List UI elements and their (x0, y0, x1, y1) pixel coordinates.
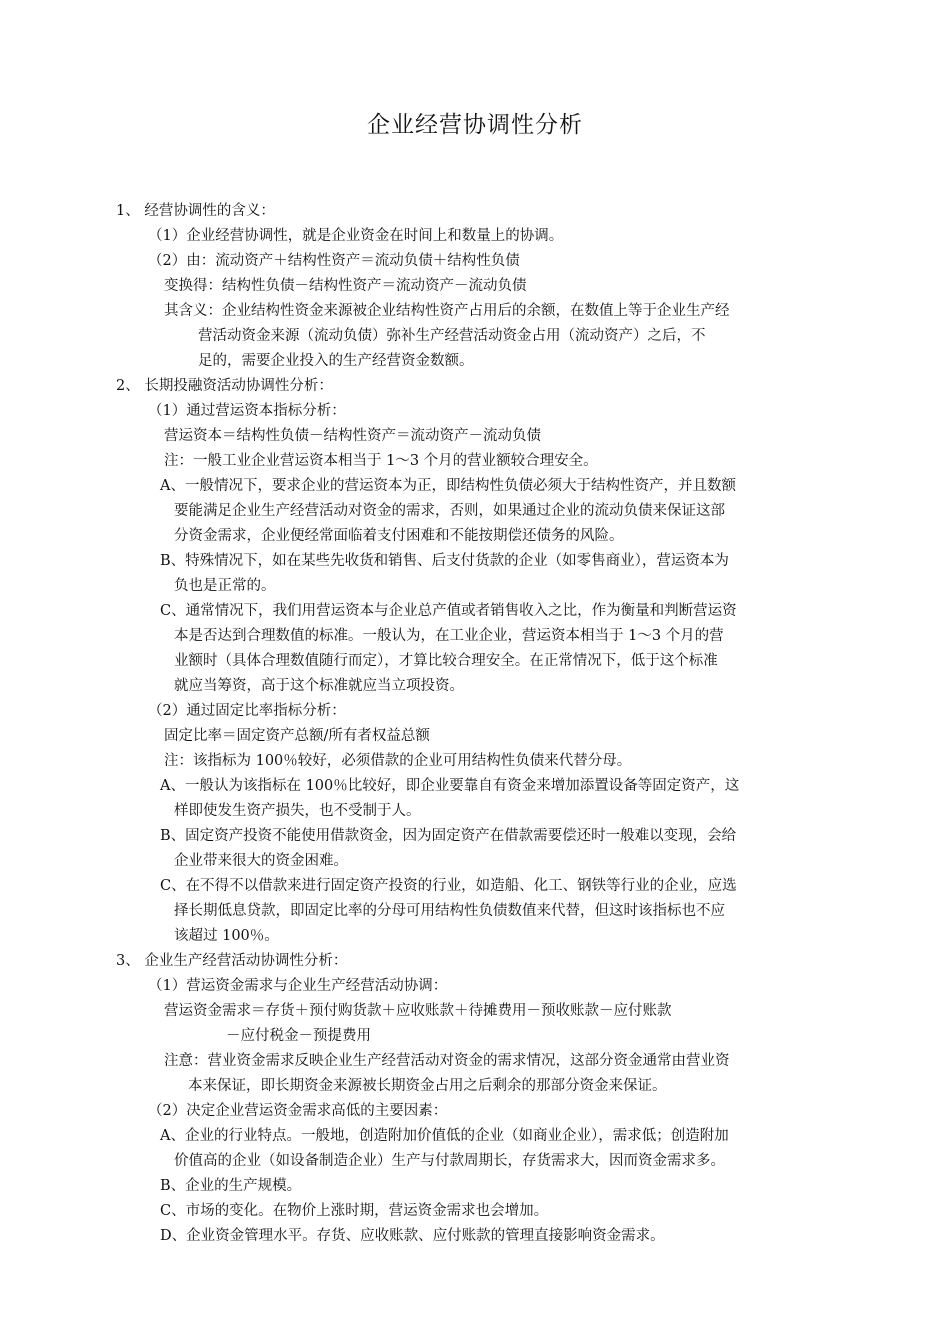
subsection-heading: （1）通过营运资本指标分析： (148, 403, 346, 419)
list-item-line: 本是否达到合理数值的标准。一般认为，在工业企业，营运资本相当于 1～3 个月的营 (174, 628, 724, 644)
list-item-line: C、通常情况下，我们用营运资本与企业总产值或者销售收入之比，作为衡量和判断营运资 (160, 603, 737, 619)
list-item-line: 分资金需求，企业便经常面临着支付困难和不能按期偿还债务的风险。 (174, 528, 624, 544)
list-item-line: 择长期低息贷款，即固定比率的分母可用结构性负债数值来代替，但这时该指标也不应 (174, 903, 725, 919)
subsection-heading: （2）决定企业营运资金需求高低的主要因素： (148, 1103, 448, 1119)
paragraph-line: （2）由：流动资产＋结构性资产＝流动负债＋结构性负债 (148, 253, 520, 269)
list-item-line: A、企业的行业特点。一般地，创造附加价值低的企业（如商业企业），需求低；创造附加 (160, 1128, 729, 1144)
list-item-line: 就应当筹资，高于这个标准就应当立项投资。 (174, 678, 464, 694)
subsection-heading: （2）通过固定比率指标分析： (148, 703, 346, 719)
list-item-line: B、特殊情况下，如在某些先收货和销售、后支付货款的企业（如零售商业），营运资本为 (160, 553, 729, 569)
document-title: 企业经营协调性分析 (367, 112, 583, 138)
formula-line: 营运资金需求＝存货＋预付购货款＋应收账款＋待摊费用－预收账款－应付账款 (164, 1003, 672, 1019)
list-item-line: 负也是正常的。 (174, 578, 276, 594)
section-heading-1: 1、 经营协调性的含义： (116, 203, 275, 219)
formula-line: 营运资本＝结构性负债－结构性资产＝流动资产－流动负债 (164, 428, 541, 444)
list-item-line: D、企业资金管理水平。存货、应收账款、应付账款的管理直接影响资金需求。 (160, 1228, 665, 1244)
list-item-line: 业额时（具体合理数值随行而定），才算比较合理安全。在正常情况下，低于这个标准 (174, 653, 718, 669)
paragraph-line: 营活动资金来源（流动负债）弥补生产经营活动资金占用（流动资产）之后，不 (198, 328, 706, 344)
formula-line: －应付税金－预提费用 (226, 1028, 371, 1044)
note-line: 注：一般工业企业营运资本相当于 1～3 个月的营业额较合理安全。 (164, 453, 598, 469)
list-item-line: B、固定资产投资不能使用借款资金，因为固定资产在借款需要偿还时一般难以变现，会给 (160, 828, 737, 844)
note-line: 本来保证，即长期资金来源被长期资金占用之后剩余的那部分资金来保证。 (188, 1078, 667, 1094)
paragraph-line: 其含义：企业结构性资金来源被企业结构性资产占用后的余额，在数值上等于企业生产经 (164, 303, 730, 319)
list-item-line: C、在不得不以借款来进行固定资产投资的行业，如造船、化工、钢铁等行业的企业，应选 (160, 878, 737, 894)
subsection-heading: （1）营运资金需求与企业生产经营活动协调： (148, 978, 448, 994)
list-item-line: A、一般情况下，要求企业的营运资本为正，即结构性负债必须大于结构性资产，并且数额 (160, 478, 736, 494)
section-heading-3: 3、 企业生产经营活动协调性分析： (116, 953, 348, 969)
formula-line: 固定比率＝固定资产总额/所有者权益总额 (164, 728, 430, 744)
list-item-line: 要能满足企业生产经营活动对资金的需求，否则，如果通过企业的流动负债来保证这部 (174, 503, 725, 519)
list-item-line: 企业带来很大的资金困难。 (174, 853, 348, 869)
paragraph-line: 变换得：结构性负债－结构性资产＝流动资产－流动负债 (164, 278, 527, 294)
list-item-line: B、企业的生产规模。 (160, 1178, 302, 1194)
note-line: 注意：营业资金需求反映企业生产经营活动对资金的需求情况，这部分资金通常由营业资 (164, 1053, 730, 1069)
paragraph-line: （1）企业经营协调性，就是企业资金在时间上和数量上的协调。 (148, 228, 564, 244)
list-item-line: 价值高的企业（如设备制造企业）生产与付款周期长，存货需求大，因而资金需求多。 (174, 1153, 725, 1169)
list-item-line: A、一般认为该指标在 100％比较好，即企业要靠自有资金来增加添置设备等固定资产，这 (160, 778, 740, 794)
list-item-line: 样即使发生资产损失，也不受制于人。 (174, 803, 421, 819)
paragraph-line: 足的，需要企业投入的生产经营资金数额。 (198, 353, 474, 369)
list-item-line: 该超过 100％。 (174, 928, 279, 944)
note-line: 注：该指标为 100％较好，必须借款的企业可用结构性负债来代替分母。 (164, 753, 632, 769)
section-heading-2: 2、 长期投融资活动协调性分析： (116, 378, 333, 394)
list-item-line: C、市场的变化。在物价上涨时期，营运资金需求也会增加。 (160, 1203, 549, 1219)
